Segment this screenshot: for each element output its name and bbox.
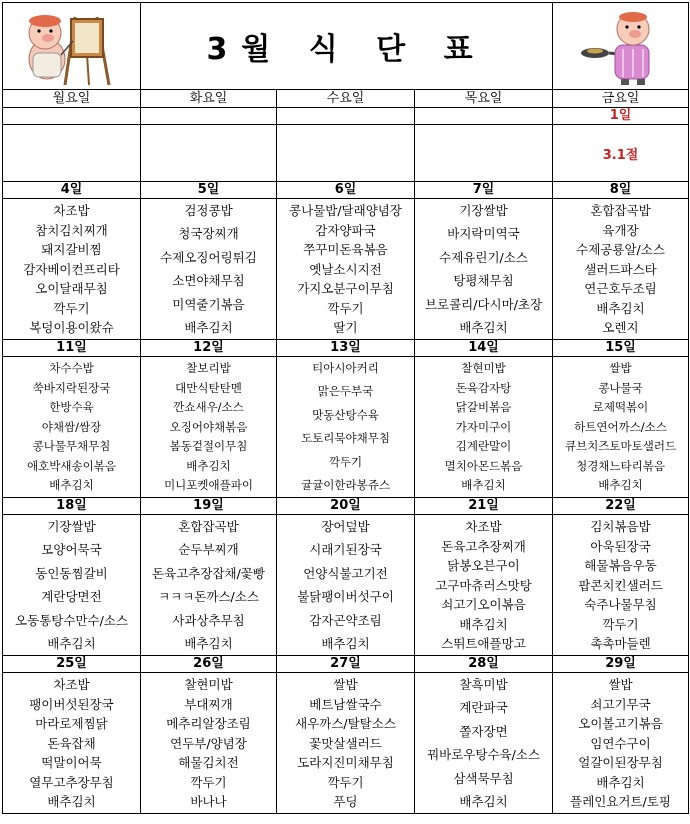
weekday-header: 화요일	[141, 90, 277, 108]
menu-item: 멸치아몬드볶음	[444, 458, 523, 473]
empty-menu-cell	[415, 125, 553, 182]
menu-row	[3, 357, 689, 498]
menu-item: 참치김치찌개	[35, 222, 108, 238]
menu-item-list	[277, 199, 414, 339]
menu-cell	[3, 673, 141, 814]
menu-item: 맑은두부국	[317, 384, 374, 399]
menu-cell	[141, 357, 277, 498]
menu-item: 딸기	[333, 320, 358, 335]
date-cell: 21일	[415, 498, 553, 515]
menu-item: 배추김치	[186, 458, 231, 473]
menu-item-list	[141, 199, 276, 339]
menu-item: 깍두기	[190, 774, 227, 790]
menu-item: 기장쌀밥	[47, 519, 96, 534]
menu-item-list	[553, 199, 688, 339]
menu-item: 야채쌈/쌈장	[41, 419, 102, 434]
menu-item: 닭갈비볶음	[455, 400, 512, 414]
menu-item: 돼지갈비찜	[41, 242, 102, 257]
menu-item: 맛동산탕수육	[312, 407, 379, 422]
date-cell: 18일	[3, 498, 141, 515]
menu-item: 베트남쌀국수	[309, 696, 382, 712]
date-cell: 6일	[277, 182, 415, 199]
menu-item: 해물볶음우동	[584, 558, 657, 573]
menu-item: 꽃맛살샐러드	[309, 735, 382, 751]
menu-cell	[415, 673, 553, 814]
menu-item: 탕평채무침	[453, 273, 514, 289]
menu-item: 가지오분구이무침	[297, 281, 394, 296]
weekday-header: 목요일	[415, 90, 553, 108]
menu-cell	[553, 357, 689, 498]
menu-item-list	[415, 673, 552, 813]
menu-item-list	[553, 357, 688, 497]
first-week-menu-row	[3, 125, 689, 182]
date-cell: 22일	[553, 498, 689, 515]
right-illustration-cell	[553, 3, 689, 90]
menu-item-list	[277, 515, 414, 655]
title-row	[3, 3, 689, 90]
menu-item: 열무고추장무침	[29, 774, 114, 790]
menu-item: 배추김치	[459, 616, 508, 632]
date-cell: 25일	[3, 656, 141, 673]
menu-item: 배추김치	[47, 794, 96, 809]
menu-item: 애호박새송이볶음	[27, 458, 116, 473]
menu-row	[3, 199, 689, 340]
menu-item: 쇠고기무국	[590, 696, 651, 712]
empty-menu-cell	[141, 125, 277, 182]
menu-item: 깐쇼새우/소스	[173, 400, 244, 414]
menu-item-list	[141, 357, 276, 497]
menu-item: 콩나물밥/달래양념장	[289, 203, 402, 218]
menu-item: 동인동찜갈비	[35, 565, 108, 581]
empty-menu-cell	[3, 125, 141, 182]
menu-cell	[415, 515, 553, 656]
menu-item: 도토리묵야채무침	[301, 431, 390, 446]
menu-item: 깍두기	[53, 300, 90, 316]
menu-item: 플레인요거트/토핑	[570, 794, 671, 809]
menu-item: 도라지진미채무침	[297, 755, 394, 770]
menu-item: 시래기된장국	[309, 542, 382, 558]
date-row	[3, 498, 689, 515]
menu-item: 배추김치	[461, 478, 506, 492]
menu-item: 돈육감자탕	[455, 380, 512, 395]
menu-item: 쌀밥	[609, 361, 632, 375]
menu-item: 대만식탄탄멘	[175, 380, 242, 395]
menu-cell	[141, 199, 277, 340]
menu-item: 김치볶음밥	[590, 519, 651, 534]
menu-item: 쌀밥	[608, 677, 633, 692]
date-cell: 4일	[3, 182, 141, 199]
date-cell: 11일	[3, 340, 141, 357]
menu-item: 오동통탕수만수/소스	[15, 612, 128, 628]
pig-chef-icon	[571, 9, 675, 85]
menu-item: 언양식불고기전	[303, 565, 388, 581]
menu-item: 복덩이용이왔슈	[29, 320, 114, 335]
menu-item: 삼색묵무침	[453, 770, 514, 786]
menu-item-list	[277, 673, 414, 813]
menu-item: 쫄자장면	[459, 723, 508, 739]
date-cell: 29일	[553, 656, 689, 673]
menu-item: 미니포켓애플파이	[164, 478, 253, 492]
menu-cell	[141, 515, 277, 656]
menu-item-list	[277, 357, 414, 497]
menu-item: 돈육고추장잡채/꽃빵	[152, 565, 265, 581]
menu-item: 찰현미밥	[461, 361, 506, 375]
menu-item: 부대찌개	[184, 696, 233, 712]
weekday-header-row	[3, 90, 689, 108]
menu-cell	[415, 199, 553, 340]
date-cell: 14일	[415, 340, 553, 357]
menu-item: 꿔바로우탕수육/소스	[427, 747, 540, 763]
menu-cell	[277, 515, 415, 656]
menu-item: 배추김치	[184, 319, 233, 335]
menu-item: 닭봉오븐구이	[447, 558, 520, 573]
date-cell: 13일	[277, 340, 415, 357]
menu-item: 팽이버섯된장국	[29, 696, 114, 712]
date-cell: 15일	[553, 340, 689, 357]
empty-date-cell	[141, 108, 277, 125]
menu-item: 연근호두조림	[584, 281, 657, 296]
menu-item: 배추김치	[598, 478, 643, 492]
menu-item: 찰보리밥	[186, 361, 231, 375]
menu-item: 깍두기	[602, 616, 639, 632]
menu-item: 김계란말이	[455, 439, 512, 453]
menu-item: 팝콘치킨샐러드	[578, 577, 663, 593]
menu-item: 샐러드파스타	[584, 261, 657, 277]
menu-item: 차조밥	[53, 203, 90, 218]
menu-cell	[553, 673, 689, 814]
menu-item: 배추김치	[596, 774, 645, 790]
menu-item: 깍두기	[327, 774, 364, 790]
menu-item-list	[3, 673, 140, 813]
menu-item: 배추김치	[596, 300, 645, 316]
menu-item-list	[141, 515, 276, 655]
date-cell: 19일	[141, 498, 277, 515]
menu-table	[2, 2, 689, 814]
menu-item: 새우까스/탈탈소스	[295, 716, 396, 731]
menu-item: 메추리알장조림	[166, 716, 251, 731]
empty-date-cell	[415, 108, 553, 125]
menu-item: 장어덮밥	[321, 519, 370, 534]
menu-item: 배추김치	[47, 635, 96, 651]
date-cell	[553, 108, 689, 125]
menu-item: 돈육고추장찌개	[441, 538, 526, 554]
menu-item: 쌀밥	[333, 677, 358, 692]
menu-item: 돈육잡채	[47, 735, 96, 751]
date-cell: 20일	[277, 498, 415, 515]
menu-cell	[277, 357, 415, 498]
menu-item: 검정콩밥	[184, 203, 233, 218]
menu-item: 배추김치	[49, 478, 94, 492]
menu-item: 찰흑미밥	[459, 677, 508, 692]
menu-item-list	[415, 199, 552, 339]
menu-item: 촉촉마들렌	[590, 636, 651, 651]
holiday-date: 1일	[609, 108, 632, 123]
menu-item-list	[415, 515, 552, 655]
pig-painter-icon	[17, 9, 121, 85]
menu-item: 하트연어까스/소스	[574, 419, 667, 434]
empty-date-cell	[3, 108, 141, 125]
menu-item: 수제유린기/소스	[439, 249, 528, 265]
page-title: 3월 식 단 표	[206, 32, 487, 67]
date-row	[3, 656, 689, 673]
menu-item: 콩나물무채무침	[32, 439, 111, 453]
menu-item: 차조밥	[465, 519, 502, 534]
menu-item: 계란당면전	[41, 589, 102, 605]
menu-item-list	[553, 515, 688, 655]
date-cell: 26일	[141, 656, 277, 673]
menu-item: 아욱된장국	[590, 538, 651, 554]
menu-item: 연두부/양념장	[170, 735, 247, 751]
menu-item: 감자양파국	[315, 222, 376, 238]
menu-item: 떡말이어묵	[41, 755, 102, 770]
menu-cell	[3, 357, 141, 498]
menu-item: 쇠고기오이볶음	[441, 597, 526, 612]
menu-item-list	[415, 357, 552, 497]
date-cell: 12일	[141, 340, 277, 357]
menu-item: 배추김치	[184, 635, 233, 651]
menu-item: 한방수육	[49, 400, 94, 414]
menu-item-list	[3, 515, 140, 655]
menu-item: 스뛰트애플망고	[441, 636, 526, 651]
date-row	[3, 182, 689, 199]
menu-item: 오이볼고기볶음	[578, 716, 663, 731]
date-row	[3, 340, 689, 357]
menu-item: 감자베이컨프리타	[23, 261, 120, 277]
menu-item: 혼합잡곡밥	[590, 203, 651, 218]
menu-item: 마라로제찜닭	[35, 716, 108, 731]
menu-item-list	[141, 673, 276, 813]
holiday-cell	[553, 125, 689, 182]
menu-item: 사과상추무침	[172, 612, 245, 628]
menu-item: 콩나물국	[598, 380, 643, 395]
menu-item: 쭈꾸미돈육볶음	[303, 242, 388, 257]
menu-item: 옛날소시지전	[309, 261, 382, 277]
weekday-header: 금요일	[553, 90, 689, 108]
menu-item: 수제오징어링튀김	[160, 249, 257, 265]
date-cell: 5일	[141, 182, 277, 199]
date-cell: 27일	[277, 656, 415, 673]
menu-item: 깍두기	[328, 454, 363, 469]
menu-item: 티아시아커리	[312, 361, 379, 375]
menu-item: 큐브치즈토마토샐러드	[564, 439, 677, 453]
menu-cell	[553, 199, 689, 340]
holiday-label: 3.1절	[602, 147, 639, 163]
menu-item: 로제떡볶이	[592, 400, 649, 414]
menu-cell	[3, 199, 141, 340]
menu-item: 모양어묵국	[41, 542, 102, 558]
weekday-header: 수요일	[277, 90, 415, 108]
menu-item-list	[553, 673, 688, 813]
menu-item: 오이달래무침	[35, 281, 108, 296]
menu-item: 해물김치전	[178, 755, 239, 770]
menu-item: ㅋㅋㅋ돈까스/소스	[158, 589, 259, 605]
menu-item: 고구마츄러스맛탕	[435, 577, 532, 593]
menu-item-list	[3, 357, 140, 497]
menu-item: 배추김치	[459, 319, 508, 335]
menu-item: 봄동겉절이무침	[169, 439, 248, 453]
title-cell	[141, 3, 553, 90]
menu-item: 소면야채무침	[172, 273, 245, 289]
menu-item-list	[3, 199, 140, 339]
menu-item: 브로콜리/다시마/초장	[424, 296, 543, 312]
menu-item: 차조밥	[53, 677, 90, 692]
menu-item: 깍두기	[327, 300, 364, 316]
menu-item: 푸딩	[333, 794, 358, 809]
menu-item: 순두부찌개	[178, 542, 239, 558]
menu-cell	[415, 357, 553, 498]
weekday-header: 월요일	[3, 90, 141, 108]
menu-item: 바지락미역국	[447, 226, 520, 242]
menu-item: 차수수밥	[49, 361, 94, 375]
empty-menu-cell	[277, 125, 415, 182]
menu-item: 쑥바지락된장국	[32, 380, 111, 395]
menu-item: 배추김치	[321, 635, 370, 651]
menu-item: 오징어야채볶음	[169, 419, 248, 434]
menu-item: 청경채느타리볶음	[576, 458, 665, 473]
menu-item: 기장쌀밥	[459, 203, 508, 218]
menu-row	[3, 673, 689, 814]
menu-item: 계란파국	[459, 700, 508, 716]
menu-item: 숙주나물무침	[584, 597, 657, 612]
menu-item: 찰현미밥	[184, 677, 233, 692]
date-cell: 28일	[415, 656, 553, 673]
menu-item: 바나나	[190, 794, 227, 809]
menu-item: 얼갈이된장무침	[578, 755, 663, 770]
menu-item: 가자미구이	[455, 419, 512, 434]
menu-item: 청국장찌개	[178, 226, 239, 242]
menu-item: 감자곤약조림	[309, 612, 382, 628]
menu-item: 오렌지	[602, 320, 639, 335]
left-illustration-cell	[3, 3, 141, 90]
menu-item: 혼합잡곡밥	[178, 519, 239, 534]
menu-item: 배추김치	[459, 793, 508, 809]
empty-date-cell	[277, 108, 415, 125]
menu-item: 귤귤이한라봉쥬스	[301, 477, 390, 492]
date-cell: 8일	[553, 182, 689, 199]
menu-item: 미역줄기볶음	[172, 296, 245, 312]
menu-item: 수제공룡알/소스	[576, 242, 665, 257]
menu-row	[3, 515, 689, 656]
date-cell: 7일	[415, 182, 553, 199]
menu-item: 임연수구이	[590, 735, 651, 751]
menu-cell	[277, 199, 415, 340]
menu-item: 불닭팽이버섯구이	[297, 589, 394, 605]
menu-cell	[141, 673, 277, 814]
first-week-date-row	[3, 108, 689, 125]
menu-cell	[553, 515, 689, 656]
menu-cell	[3, 515, 141, 656]
menu-cell	[277, 673, 415, 814]
menu-item: 육개장	[602, 222, 639, 238]
